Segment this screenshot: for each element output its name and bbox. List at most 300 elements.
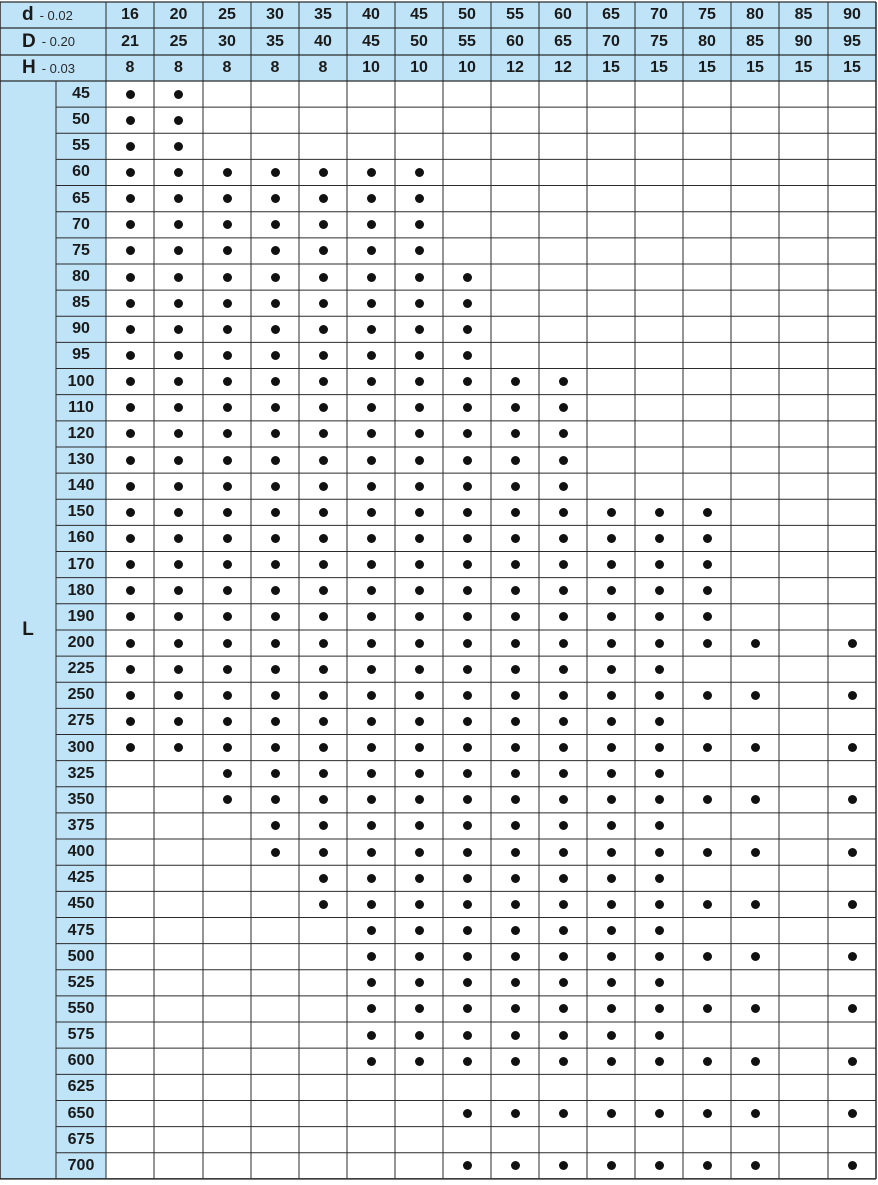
- availability-dot: [655, 1161, 664, 1170]
- availability-dot: [126, 142, 135, 151]
- availability-dot: [223, 743, 232, 752]
- availability-dot: [367, 665, 376, 674]
- availability-dot: [463, 403, 472, 412]
- availability-dot: [511, 795, 520, 804]
- length-value: 325: [56, 761, 106, 787]
- availability-dot-cell: [299, 865, 347, 891]
- availability-dot: [703, 1057, 712, 1066]
- availability-dot-cell: [395, 970, 443, 996]
- availability-dot: [126, 246, 135, 255]
- availability-dot-cell: [106, 473, 154, 499]
- availability-dot: [174, 403, 183, 412]
- header-value: 15: [779, 55, 828, 81]
- availability-dot: [607, 821, 616, 830]
- availability-dot-cell: [683, 839, 731, 865]
- availability-dot-cell: [203, 499, 251, 525]
- availability-dot-cell: [731, 1100, 779, 1126]
- availability-dot-cell: [395, 395, 443, 421]
- availability-dot-cell: [154, 735, 203, 761]
- availability-dot-cell: [443, 473, 491, 499]
- availability-dot: [367, 325, 376, 334]
- availability-dot-cell: [395, 447, 443, 473]
- availability-dot-cell: [106, 316, 154, 342]
- availability-dot-cell: [443, 395, 491, 421]
- availability-dot: [415, 508, 424, 517]
- availability-dot: [174, 220, 183, 229]
- availability-dot: [607, 743, 616, 752]
- header-value: 70: [635, 2, 683, 28]
- length-value: 225: [56, 656, 106, 682]
- availability-dot-cell: [299, 656, 347, 682]
- availability-dot: [126, 351, 135, 360]
- availability-dot: [271, 246, 280, 255]
- availability-dot-cell: [587, 552, 635, 578]
- availability-dot-cell: [635, 891, 683, 917]
- availability-dot-cell: [587, 1153, 635, 1179]
- availability-dot-cell: [443, 656, 491, 682]
- header-value: 95: [828, 28, 876, 55]
- availability-dot: [174, 168, 183, 177]
- availability-dot: [319, 717, 328, 726]
- availability-dot: [223, 717, 232, 726]
- availability-dot: [174, 717, 183, 726]
- length-value: 140: [56, 473, 106, 499]
- availability-dot: [511, 1031, 520, 1040]
- availability-dot: [848, 952, 857, 961]
- availability-dot-cell: [491, 839, 539, 865]
- availability-dot-cell: [539, 970, 587, 996]
- length-value: 90: [56, 316, 106, 342]
- availability-dot: [174, 142, 183, 151]
- availability-dot: [848, 1161, 857, 1170]
- availability-dot: [223, 168, 232, 177]
- availability-dot: [751, 795, 760, 804]
- availability-dot: [415, 612, 424, 621]
- availability-dot: [511, 377, 520, 386]
- availability-dot: [415, 220, 424, 229]
- availability-dot-cell: [443, 970, 491, 996]
- availability-dot: [559, 1057, 568, 1066]
- availability-dot-cell: [491, 944, 539, 970]
- availability-dot-cell: [635, 996, 683, 1022]
- availability-dot: [367, 795, 376, 804]
- availability-dot-cell: [299, 238, 347, 264]
- availability-dot-cell: [731, 944, 779, 970]
- availability-dot-cell: [299, 787, 347, 813]
- availability-dot-cell: [154, 369, 203, 395]
- availability-dot-cell: [395, 473, 443, 499]
- availability-dot: [463, 429, 472, 438]
- availability-dot: [415, 952, 424, 961]
- availability-dot: [223, 246, 232, 255]
- availability-dot-cell: [635, 735, 683, 761]
- availability-dot-cell: [539, 421, 587, 447]
- availability-dot: [463, 1031, 472, 1040]
- availability-dot: [463, 821, 472, 830]
- availability-dot: [319, 273, 328, 282]
- availability-dot-cell: [299, 421, 347, 447]
- availability-dot: [463, 665, 472, 674]
- availability-dot-cell: [106, 369, 154, 395]
- availability-dot-cell: [539, 839, 587, 865]
- availability-dot: [703, 900, 712, 909]
- availability-dot-cell: [299, 735, 347, 761]
- availability-dot: [367, 612, 376, 621]
- availability-dot: [463, 769, 472, 778]
- availability-dot: [463, 1004, 472, 1013]
- availability-dot: [703, 1109, 712, 1118]
- availability-dot-cell: [828, 735, 876, 761]
- length-value: 525: [56, 970, 106, 996]
- availability-dot: [607, 900, 616, 909]
- availability-dot-cell: [683, 1153, 731, 1179]
- availability-dot-cell: [587, 708, 635, 734]
- availability-dot: [367, 194, 376, 203]
- header-value: 85: [731, 28, 779, 55]
- availability-dot-cell: [395, 264, 443, 290]
- availability-dot: [271, 586, 280, 595]
- availability-dot: [463, 560, 472, 569]
- availability-dot-cell: [203, 708, 251, 734]
- availability-dot-cell: [251, 342, 299, 368]
- header-value: 16: [106, 2, 154, 28]
- header-value: 90: [779, 28, 828, 55]
- length-value: 300: [56, 735, 106, 761]
- availability-dot-cell: [203, 787, 251, 813]
- availability-dot-cell: [443, 264, 491, 290]
- availability-dot: [559, 691, 568, 700]
- availability-dot-cell: [491, 891, 539, 917]
- availability-dot-cell: [154, 264, 203, 290]
- availability-dot-cell: [491, 499, 539, 525]
- length-value: 75: [56, 238, 106, 264]
- availability-dot: [415, 429, 424, 438]
- availability-dot-cell: [587, 917, 635, 943]
- availability-dot-cell: [299, 682, 347, 708]
- availability-dot: [751, 1109, 760, 1118]
- availability-dot-cell: [106, 735, 154, 761]
- availability-dot: [367, 273, 376, 282]
- availability-dot: [751, 952, 760, 961]
- availability-dot-cell: [251, 735, 299, 761]
- availability-dot-cell: [395, 342, 443, 368]
- header-value: 50: [395, 28, 443, 55]
- availability-dot-cell: [443, 917, 491, 943]
- length-value: 475: [56, 917, 106, 943]
- availability-dot: [319, 168, 328, 177]
- availability-dot-cell: [539, 395, 587, 421]
- availability-dot: [319, 456, 328, 465]
- availability-dot-cell: [106, 708, 154, 734]
- availability-dot: [511, 560, 520, 569]
- availability-dot-cell: [539, 499, 587, 525]
- availability-dot-cell: [395, 682, 443, 708]
- header-value: 10: [443, 55, 491, 81]
- availability-dot: [703, 795, 712, 804]
- availability-dot-cell: [635, 656, 683, 682]
- availability-dot: [415, 717, 424, 726]
- availability-dot-cell: [154, 499, 203, 525]
- availability-dot-cell: [491, 1022, 539, 1048]
- availability-dot: [463, 717, 472, 726]
- availability-dot-cell: [347, 1022, 395, 1048]
- availability-dot: [367, 743, 376, 752]
- availability-dot: [655, 952, 664, 961]
- availability-dot: [367, 717, 376, 726]
- availability-dot: [511, 978, 520, 987]
- availability-dot-cell: [395, 708, 443, 734]
- availability-dot: [415, 795, 424, 804]
- availability-dot-cell: [251, 369, 299, 395]
- availability-dot-cell: [347, 891, 395, 917]
- availability-dot: [126, 586, 135, 595]
- availability-dot-cell: [635, 1048, 683, 1074]
- availability-dot: [559, 482, 568, 491]
- availability-dot-cell: [251, 447, 299, 473]
- availability-dot: [319, 795, 328, 804]
- availability-dot-cell: [347, 290, 395, 316]
- availability-dot-cell: [395, 238, 443, 264]
- availability-dot: [415, 1004, 424, 1013]
- availability-dot-cell: [299, 761, 347, 787]
- availability-dot: [174, 560, 183, 569]
- availability-dot-cell: [539, 1022, 587, 1048]
- availability-dot-cell: [635, 630, 683, 656]
- availability-dot: [559, 665, 568, 674]
- availability-dot-cell: [154, 186, 203, 212]
- availability-dot-cell: [154, 395, 203, 421]
- availability-dot: [607, 691, 616, 700]
- availability-dot: [367, 978, 376, 987]
- availability-dot: [463, 691, 472, 700]
- availability-dot: [367, 246, 376, 255]
- availability-dot-cell: [683, 499, 731, 525]
- availability-dot-cell: [491, 682, 539, 708]
- availability-dot: [367, 874, 376, 883]
- availability-dot: [607, 560, 616, 569]
- availability-dot-cell: [203, 212, 251, 238]
- availability-dot-cell: [635, 1100, 683, 1126]
- availability-dot-cell: [539, 891, 587, 917]
- availability-dot: [271, 168, 280, 177]
- availability-dot-cell: [731, 839, 779, 865]
- availability-dot-cell: [106, 290, 154, 316]
- availability-dot-cell: [203, 682, 251, 708]
- availability-dot-cell: [106, 342, 154, 368]
- availability-dot-cell: [395, 996, 443, 1022]
- availability-dot: [415, 482, 424, 491]
- availability-dot: [655, 769, 664, 778]
- availability-dot-cell: [203, 525, 251, 551]
- availability-dot-cell: [251, 525, 299, 551]
- availability-dot: [271, 560, 280, 569]
- availability-dot: [415, 926, 424, 935]
- availability-dot-cell: [587, 682, 635, 708]
- availability-dot-cell: [491, 1100, 539, 1126]
- availability-dot: [319, 665, 328, 674]
- availability-dot: [271, 508, 280, 517]
- availability-dot-cell: [154, 159, 203, 185]
- availability-dot-cell: [731, 787, 779, 813]
- availability-dot: [319, 821, 328, 830]
- availability-dot: [655, 1031, 664, 1040]
- availability-dot-cell: [828, 630, 876, 656]
- availability-dot: [607, 508, 616, 517]
- availability-dot-cell: [299, 316, 347, 342]
- availability-dot-cell: [443, 316, 491, 342]
- availability-dot-cell: [587, 839, 635, 865]
- availability-dot-cell: [347, 656, 395, 682]
- availability-dot-cell: [443, 682, 491, 708]
- availability-dot-cell: [395, 1048, 443, 1074]
- availability-dot-cell: [539, 604, 587, 630]
- availability-dot: [559, 821, 568, 830]
- availability-dot: [223, 769, 232, 778]
- availability-dot: [271, 795, 280, 804]
- availability-dot: [511, 874, 520, 883]
- availability-dot: [415, 403, 424, 412]
- availability-dot: [271, 482, 280, 491]
- availability-dot-cell: [154, 708, 203, 734]
- availability-dot-cell: [539, 735, 587, 761]
- availability-dot: [367, 508, 376, 517]
- availability-dot-cell: [635, 682, 683, 708]
- header-value: 60: [539, 2, 587, 28]
- availability-dot: [607, 978, 616, 987]
- availability-dot-cell: [635, 499, 683, 525]
- availability-dot: [607, 769, 616, 778]
- availability-dot-cell: [443, 499, 491, 525]
- availability-dot-cell: [539, 447, 587, 473]
- availability-dot-cell: [154, 552, 203, 578]
- availability-dot: [126, 273, 135, 282]
- availability-dot: [319, 194, 328, 203]
- availability-dot: [511, 534, 520, 543]
- availability-dot-cell: [106, 264, 154, 290]
- availability-dot-cell: [251, 813, 299, 839]
- availability-dot-cell: [347, 604, 395, 630]
- availability-dot: [511, 1109, 520, 1118]
- availability-dot-cell: [106, 238, 154, 264]
- availability-dot: [271, 848, 280, 857]
- availability-dot: [367, 821, 376, 830]
- availability-dot-cell: [443, 996, 491, 1022]
- header-label-h: [0, 55, 106, 81]
- header-value: 8: [299, 55, 347, 81]
- availability-dot-cell: [828, 787, 876, 813]
- availability-dot-cell: [443, 787, 491, 813]
- availability-dot-cell: [395, 421, 443, 447]
- availability-dot-cell: [154, 604, 203, 630]
- availability-dot-cell: [683, 604, 731, 630]
- availability-dot-cell: [539, 525, 587, 551]
- availability-dot-cell: [587, 735, 635, 761]
- availability-dot-cell: [587, 1048, 635, 1074]
- availability-dot: [415, 246, 424, 255]
- availability-dot: [559, 586, 568, 595]
- availability-dot-cell: [106, 81, 154, 107]
- availability-dot-cell: [539, 578, 587, 604]
- availability-dot-cell: [828, 839, 876, 865]
- availability-dot: [319, 639, 328, 648]
- availability-dot: [367, 926, 376, 935]
- availability-dot-cell: [203, 630, 251, 656]
- availability-dot: [319, 612, 328, 621]
- availability-dot-cell: [347, 369, 395, 395]
- length-value: 650: [56, 1100, 106, 1126]
- availability-dot-cell: [587, 865, 635, 891]
- availability-dot-cell: [539, 1100, 587, 1126]
- availability-dot-cell: [203, 473, 251, 499]
- availability-dot-cell: [347, 682, 395, 708]
- availability-dot-cell: [443, 342, 491, 368]
- availability-dot: [415, 874, 424, 883]
- availability-dot: [607, 534, 616, 543]
- availability-dot-cell: [491, 630, 539, 656]
- availability-dot: [415, 560, 424, 569]
- availability-dot-cell: [828, 682, 876, 708]
- header-value: 8: [203, 55, 251, 81]
- availability-dot: [126, 691, 135, 700]
- availability-dot: [511, 821, 520, 830]
- availability-dot-cell: [299, 708, 347, 734]
- header-value: 35: [251, 28, 299, 55]
- availability-dot-cell: [299, 342, 347, 368]
- availability-dot: [559, 978, 568, 987]
- availability-dot: [223, 325, 232, 334]
- availability-dot: [271, 273, 280, 282]
- availability-dot: [655, 612, 664, 621]
- availability-dot: [319, 743, 328, 752]
- availability-dot: [463, 1161, 472, 1170]
- availability-dot-cell: [635, 917, 683, 943]
- availability-dot: [511, 1161, 520, 1170]
- availability-dot: [511, 848, 520, 857]
- availability-dot: [848, 1004, 857, 1013]
- availability-dot-cell: [587, 970, 635, 996]
- availability-dot: [319, 299, 328, 308]
- availability-dot-cell: [491, 761, 539, 787]
- availability-dot: [223, 273, 232, 282]
- availability-dot: [126, 377, 135, 386]
- availability-dot: [463, 795, 472, 804]
- availability-dot: [511, 717, 520, 726]
- availability-dot: [271, 429, 280, 438]
- availability-dot-cell: [299, 891, 347, 917]
- tolerance-label: - 0.03: [41, 60, 75, 76]
- availability-dot-cell: [443, 1048, 491, 1074]
- header-value: 15: [828, 55, 876, 81]
- availability-dot: [319, 429, 328, 438]
- availability-dot: [271, 639, 280, 648]
- availability-dot-cell: [395, 630, 443, 656]
- dimension-symbol: d: [22, 4, 34, 25]
- availability-dot-cell: [443, 735, 491, 761]
- availability-dot: [126, 665, 135, 674]
- availability-dot: [511, 926, 520, 935]
- availability-dot: [271, 665, 280, 674]
- availability-dot: [126, 325, 135, 334]
- header-value: 25: [203, 2, 251, 28]
- availability-dot-cell: [491, 970, 539, 996]
- availability-dot-cell: [347, 708, 395, 734]
- length-value: 190: [56, 604, 106, 630]
- availability-dot: [559, 1161, 568, 1170]
- availability-dot-cell: [635, 787, 683, 813]
- header-value: 75: [683, 2, 731, 28]
- availability-dot: [559, 429, 568, 438]
- availability-dot: [415, 1057, 424, 1066]
